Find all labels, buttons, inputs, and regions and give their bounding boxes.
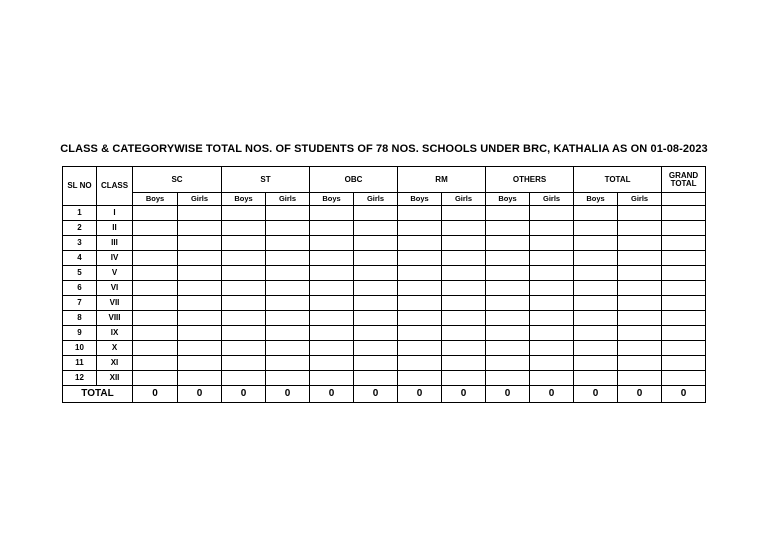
empty-cell xyxy=(354,296,398,311)
empty-cell xyxy=(574,296,618,311)
header-row-gender xyxy=(63,193,706,206)
empty-cell xyxy=(133,281,178,296)
empty-cell xyxy=(530,371,574,386)
row-class: V xyxy=(97,266,133,281)
empty-cell xyxy=(310,326,354,341)
empty-cell xyxy=(618,341,662,356)
empty-cell xyxy=(133,251,178,266)
row-sl-no: 6 xyxy=(63,281,97,296)
empty-cell xyxy=(486,236,530,251)
empty-cell xyxy=(266,356,310,371)
row-sl-no: 9 xyxy=(63,326,97,341)
empty-cell xyxy=(618,206,662,221)
total-value: 0 xyxy=(222,386,266,403)
row-sl-no: 11 xyxy=(63,356,97,371)
empty-cell xyxy=(442,236,486,251)
subheader-boys: Boys xyxy=(486,193,530,206)
empty-cell xyxy=(662,251,706,266)
empty-cell xyxy=(310,266,354,281)
empty-cell xyxy=(486,221,530,236)
total-value: 0 xyxy=(618,386,662,403)
empty-cell xyxy=(310,356,354,371)
empty-cell xyxy=(310,206,354,221)
row-class: III xyxy=(97,236,133,251)
empty-cell xyxy=(574,311,618,326)
empty-cell xyxy=(442,251,486,266)
row-class: XI xyxy=(97,356,133,371)
empty-cell xyxy=(574,356,618,371)
empty-cell xyxy=(310,221,354,236)
empty-cell xyxy=(398,251,442,266)
empty-cell xyxy=(266,281,310,296)
empty-cell xyxy=(133,356,178,371)
row-sl-no: 7 xyxy=(63,296,97,311)
empty-cell xyxy=(486,266,530,281)
empty-cell xyxy=(618,251,662,266)
row-sl-no: 2 xyxy=(63,221,97,236)
subheader-grand-total-blank xyxy=(662,193,706,206)
empty-cell xyxy=(662,326,706,341)
table-row xyxy=(63,356,706,371)
row-class: XII xyxy=(97,371,133,386)
empty-cell xyxy=(574,251,618,266)
grand-total-line2: TOTAL xyxy=(670,178,697,188)
empty-cell xyxy=(398,326,442,341)
row-sl-no: 1 xyxy=(63,206,97,221)
empty-cell xyxy=(486,251,530,266)
empty-cell xyxy=(618,326,662,341)
empty-cell xyxy=(266,296,310,311)
empty-cell xyxy=(310,281,354,296)
empty-cell xyxy=(618,371,662,386)
subheader-girls: Girls xyxy=(266,193,310,206)
table-row xyxy=(63,326,706,341)
empty-cell xyxy=(222,326,266,341)
empty-cell xyxy=(618,221,662,236)
empty-cell xyxy=(354,206,398,221)
table-row xyxy=(63,206,706,221)
table-row xyxy=(63,266,706,281)
grand-total-line1: GRAND xyxy=(668,170,699,180)
empty-cell xyxy=(530,341,574,356)
subheader-girls: Girls xyxy=(354,193,398,206)
header-grand-total xyxy=(662,167,706,193)
empty-cell xyxy=(530,296,574,311)
row-class: VIII xyxy=(97,311,133,326)
empty-cell xyxy=(574,206,618,221)
empty-cell xyxy=(310,311,354,326)
row-sl-no: 4 xyxy=(63,251,97,266)
empty-cell xyxy=(398,221,442,236)
header-sl-no: SL NO xyxy=(63,167,97,206)
empty-cell xyxy=(662,236,706,251)
empty-cell xyxy=(266,221,310,236)
subheader-girls: Girls xyxy=(178,193,222,206)
header-category-rm: RM xyxy=(398,167,486,193)
empty-cell xyxy=(398,341,442,356)
row-sl-no: 3 xyxy=(63,236,97,251)
empty-cell xyxy=(354,251,398,266)
empty-cell xyxy=(354,356,398,371)
empty-cell xyxy=(618,281,662,296)
empty-cell xyxy=(486,341,530,356)
empty-cell xyxy=(178,296,222,311)
empty-cell xyxy=(310,236,354,251)
empty-cell xyxy=(266,236,310,251)
empty-cell xyxy=(133,236,178,251)
empty-cell xyxy=(530,251,574,266)
table-row xyxy=(63,341,706,356)
empty-cell xyxy=(486,281,530,296)
empty-cell xyxy=(662,281,706,296)
header-category-obc: OBC xyxy=(310,167,398,193)
empty-cell xyxy=(178,266,222,281)
empty-cell xyxy=(618,356,662,371)
empty-cell xyxy=(354,221,398,236)
empty-cell xyxy=(398,371,442,386)
empty-cell xyxy=(662,206,706,221)
header-category-sc: SC xyxy=(133,167,222,193)
empty-cell xyxy=(222,356,266,371)
table-row xyxy=(63,281,706,296)
empty-cell xyxy=(178,206,222,221)
table-row xyxy=(63,371,706,386)
empty-cell xyxy=(266,371,310,386)
header-row-categories xyxy=(63,167,706,193)
empty-cell xyxy=(178,236,222,251)
empty-cell xyxy=(354,371,398,386)
row-class: VII xyxy=(97,296,133,311)
empty-cell xyxy=(266,251,310,266)
empty-cell xyxy=(662,356,706,371)
empty-cell xyxy=(133,206,178,221)
empty-cell xyxy=(178,221,222,236)
total-value: 0 xyxy=(133,386,178,403)
student-count-table xyxy=(62,166,706,403)
row-class: X xyxy=(97,341,133,356)
empty-cell xyxy=(618,311,662,326)
subheader-boys: Boys xyxy=(310,193,354,206)
empty-cell xyxy=(222,206,266,221)
empty-cell xyxy=(222,251,266,266)
table-row xyxy=(63,221,706,236)
row-class: IX xyxy=(97,326,133,341)
empty-cell xyxy=(574,221,618,236)
row-sl-no: 12 xyxy=(63,371,97,386)
total-value: 0 xyxy=(442,386,486,403)
row-sl-no: 10 xyxy=(63,341,97,356)
empty-cell xyxy=(662,311,706,326)
total-value: 0 xyxy=(398,386,442,403)
empty-cell xyxy=(530,266,574,281)
empty-cell xyxy=(266,266,310,281)
header-category-others: OTHERS xyxy=(486,167,574,193)
empty-cell xyxy=(486,206,530,221)
empty-cell xyxy=(530,326,574,341)
subheader-girls: Girls xyxy=(442,193,486,206)
subheader-boys: Boys xyxy=(398,193,442,206)
empty-cell xyxy=(178,326,222,341)
empty-cell xyxy=(222,236,266,251)
empty-cell xyxy=(133,296,178,311)
header-class: CLASS xyxy=(97,167,133,206)
empty-cell xyxy=(354,281,398,296)
empty-cell xyxy=(398,206,442,221)
total-value: 0 xyxy=(354,386,398,403)
row-class: II xyxy=(97,221,133,236)
empty-cell xyxy=(354,236,398,251)
empty-cell xyxy=(310,251,354,266)
table-row xyxy=(63,296,706,311)
empty-cell xyxy=(442,266,486,281)
empty-cell xyxy=(662,341,706,356)
empty-cell xyxy=(133,266,178,281)
empty-cell xyxy=(530,236,574,251)
document-title: CLASS & CATEGORYWISE TOTAL NOS. OF STUDENTS OF 78 NOS. SCHOOLS UNDER BRC, KATHALIA AS ON 01-08-2023 xyxy=(60,143,708,155)
empty-cell xyxy=(442,341,486,356)
row-sl-no: 5 xyxy=(63,266,97,281)
total-value: 0 xyxy=(530,386,574,403)
empty-cell xyxy=(530,221,574,236)
empty-cell xyxy=(574,266,618,281)
total-label: TOTAL xyxy=(63,386,133,403)
empty-cell xyxy=(486,371,530,386)
empty-cell xyxy=(442,221,486,236)
empty-cell xyxy=(178,356,222,371)
empty-cell xyxy=(178,251,222,266)
empty-cell xyxy=(618,266,662,281)
empty-cell xyxy=(266,341,310,356)
empty-cell xyxy=(398,266,442,281)
row-class: I xyxy=(97,206,133,221)
empty-cell xyxy=(398,356,442,371)
empty-cell xyxy=(222,311,266,326)
empty-cell xyxy=(178,371,222,386)
empty-cell xyxy=(178,311,222,326)
empty-cell xyxy=(354,311,398,326)
empty-cell xyxy=(662,371,706,386)
empty-cell xyxy=(662,221,706,236)
empty-cell xyxy=(222,371,266,386)
empty-cell xyxy=(530,311,574,326)
row-class: VI xyxy=(97,281,133,296)
empty-cell xyxy=(442,326,486,341)
subheader-boys: Boys xyxy=(133,193,178,206)
empty-cell xyxy=(574,326,618,341)
empty-cell xyxy=(486,311,530,326)
empty-cell xyxy=(178,341,222,356)
subheader-boys: Boys xyxy=(574,193,618,206)
empty-cell xyxy=(574,341,618,356)
empty-cell xyxy=(574,371,618,386)
empty-cell xyxy=(442,296,486,311)
total-value: 0 xyxy=(178,386,222,403)
empty-cell xyxy=(398,281,442,296)
empty-cell xyxy=(266,206,310,221)
empty-cell xyxy=(574,236,618,251)
empty-cell xyxy=(398,236,442,251)
empty-cell xyxy=(618,236,662,251)
empty-cell xyxy=(310,296,354,311)
empty-cell xyxy=(222,266,266,281)
empty-cell xyxy=(266,311,310,326)
header-category-total: TOTAL xyxy=(574,167,662,193)
empty-cell xyxy=(222,296,266,311)
empty-cell xyxy=(133,311,178,326)
row-class: IV xyxy=(97,251,133,266)
table-row xyxy=(63,311,706,326)
empty-cell xyxy=(530,356,574,371)
empty-cell xyxy=(178,281,222,296)
empty-cell xyxy=(133,371,178,386)
total-value: 0 xyxy=(574,386,618,403)
empty-cell xyxy=(310,341,354,356)
empty-cell xyxy=(486,356,530,371)
total-value: 0 xyxy=(266,386,310,403)
total-value: 0 xyxy=(662,386,706,403)
header-category-st: ST xyxy=(222,167,310,193)
empty-cell xyxy=(442,356,486,371)
empty-cell xyxy=(354,266,398,281)
empty-cell xyxy=(222,341,266,356)
total-value: 0 xyxy=(310,386,354,403)
empty-cell xyxy=(530,281,574,296)
table-row xyxy=(63,251,706,266)
empty-cell xyxy=(486,326,530,341)
empty-cell xyxy=(354,341,398,356)
empty-cell xyxy=(442,311,486,326)
total-row xyxy=(63,386,706,403)
empty-cell xyxy=(222,281,266,296)
empty-cell xyxy=(442,281,486,296)
row-sl-no: 8 xyxy=(63,311,97,326)
empty-cell xyxy=(133,221,178,236)
empty-cell xyxy=(354,326,398,341)
empty-cell xyxy=(133,341,178,356)
subheader-boys: Boys xyxy=(222,193,266,206)
empty-cell xyxy=(442,371,486,386)
empty-cell xyxy=(398,296,442,311)
empty-cell xyxy=(574,281,618,296)
subheader-girls: Girls xyxy=(618,193,662,206)
empty-cell xyxy=(266,326,310,341)
empty-cell xyxy=(222,221,266,236)
total-value: 0 xyxy=(486,386,530,403)
subheader-girls: Girls xyxy=(530,193,574,206)
empty-cell xyxy=(530,206,574,221)
empty-cell xyxy=(398,311,442,326)
table-row xyxy=(63,236,706,251)
empty-cell xyxy=(133,326,178,341)
empty-cell xyxy=(310,371,354,386)
empty-cell xyxy=(662,296,706,311)
empty-cell xyxy=(442,206,486,221)
empty-cell xyxy=(486,296,530,311)
empty-cell xyxy=(662,266,706,281)
empty-cell xyxy=(618,296,662,311)
